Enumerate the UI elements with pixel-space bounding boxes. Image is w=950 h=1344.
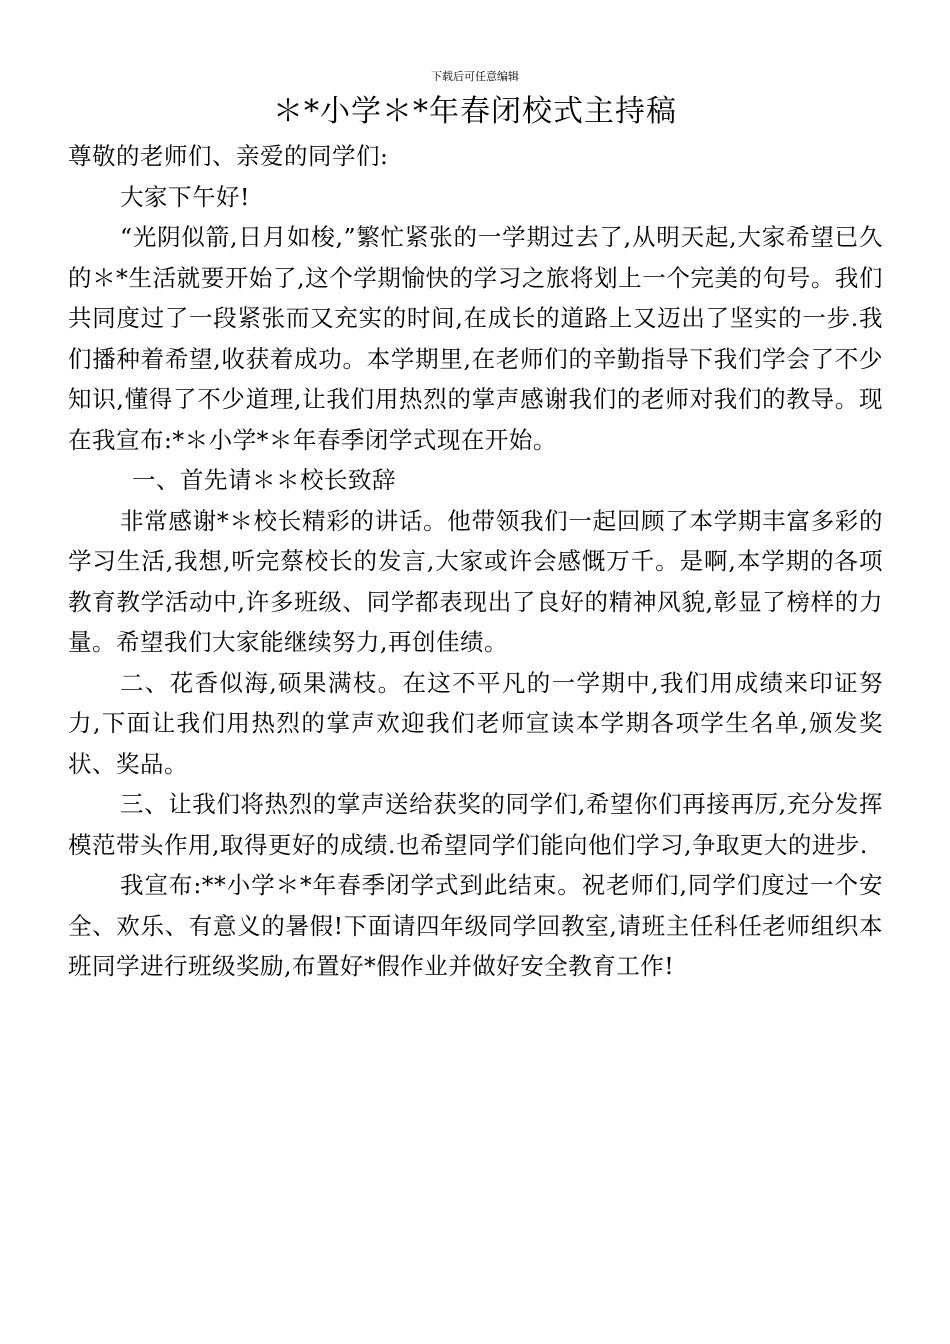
closing-paragraph: 我宣布:**小学＊*年春季闭学式到此结束。祝老师们,同学们度过一个安全、欢乐、有意义的暑假!下面请四年级同学回教室,请班主任科任老师组织本班同学进行班级奖励,布置好*假作业并做好安全教育工作! <box>68 871 883 980</box>
opening-paragraph: “光阴似箭,日月如梭,”繁忙紧张的一学期过去了,从明天起,大家希望已久的＊*生活就要开始了,这个学期愉快的学习之旅将划上一个完美的句号。我们共同度过了一段紧张而又充实的时间,在成长的道路上又迈出了坚实的一步.我们播种着希望,收获着成功。本学期里,在老师们的辛勤指导下我们学会了不少知识,懂得了不少道理,让我们用热烈的掌声感谢我们的老师对我们的教导。现在我宣布:*＊小学*＊年春季闭学式现在开始。 <box>68 223 883 454</box>
section-one-paragraph: 非常感谢*＊校长精彩的讲话。他带领我们一起回顾了本学期丰富多彩的学习生活,我想,听完蔡校长的发言,大家或许会感慨万千。是啊,本学期的各项教育教学活动中,许多班级、同学都表现出了良好的精神风貌,彰显了榜样的力量。希望我们大家能继续努力,再创佳绩。 <box>68 506 883 656</box>
section-two-paragraph: 二、花香似海,硕果满枝。在这不平凡的一学期中,我们用成绩来印证努力,下面让我们用热烈的掌声欢迎我们老师宣读本学期各项学生名单,颁发奖状、奖品。 <box>68 668 883 778</box>
salutation: 尊敬的老师们、亲爱的同学们: <box>68 142 389 170</box>
greeting: 大家下午好! <box>120 182 250 211</box>
section-three-paragraph: 三、让我们将热烈的掌声送给获奖的同学们,希望你们再接再厉,充分发挥模范带头作用,取得更好的成绩.也希望同学们能向他们学习,争取更大的进步. <box>68 790 883 859</box>
header-note: 下载后可任意编辑 <box>431 70 519 83</box>
page-title: ＊*小学＊*年春闭校式主持稿 <box>273 94 677 129</box>
section-one-heading: 一、首先请＊＊校长致辞 <box>132 466 396 494</box>
document-body <box>68 136 883 987</box>
